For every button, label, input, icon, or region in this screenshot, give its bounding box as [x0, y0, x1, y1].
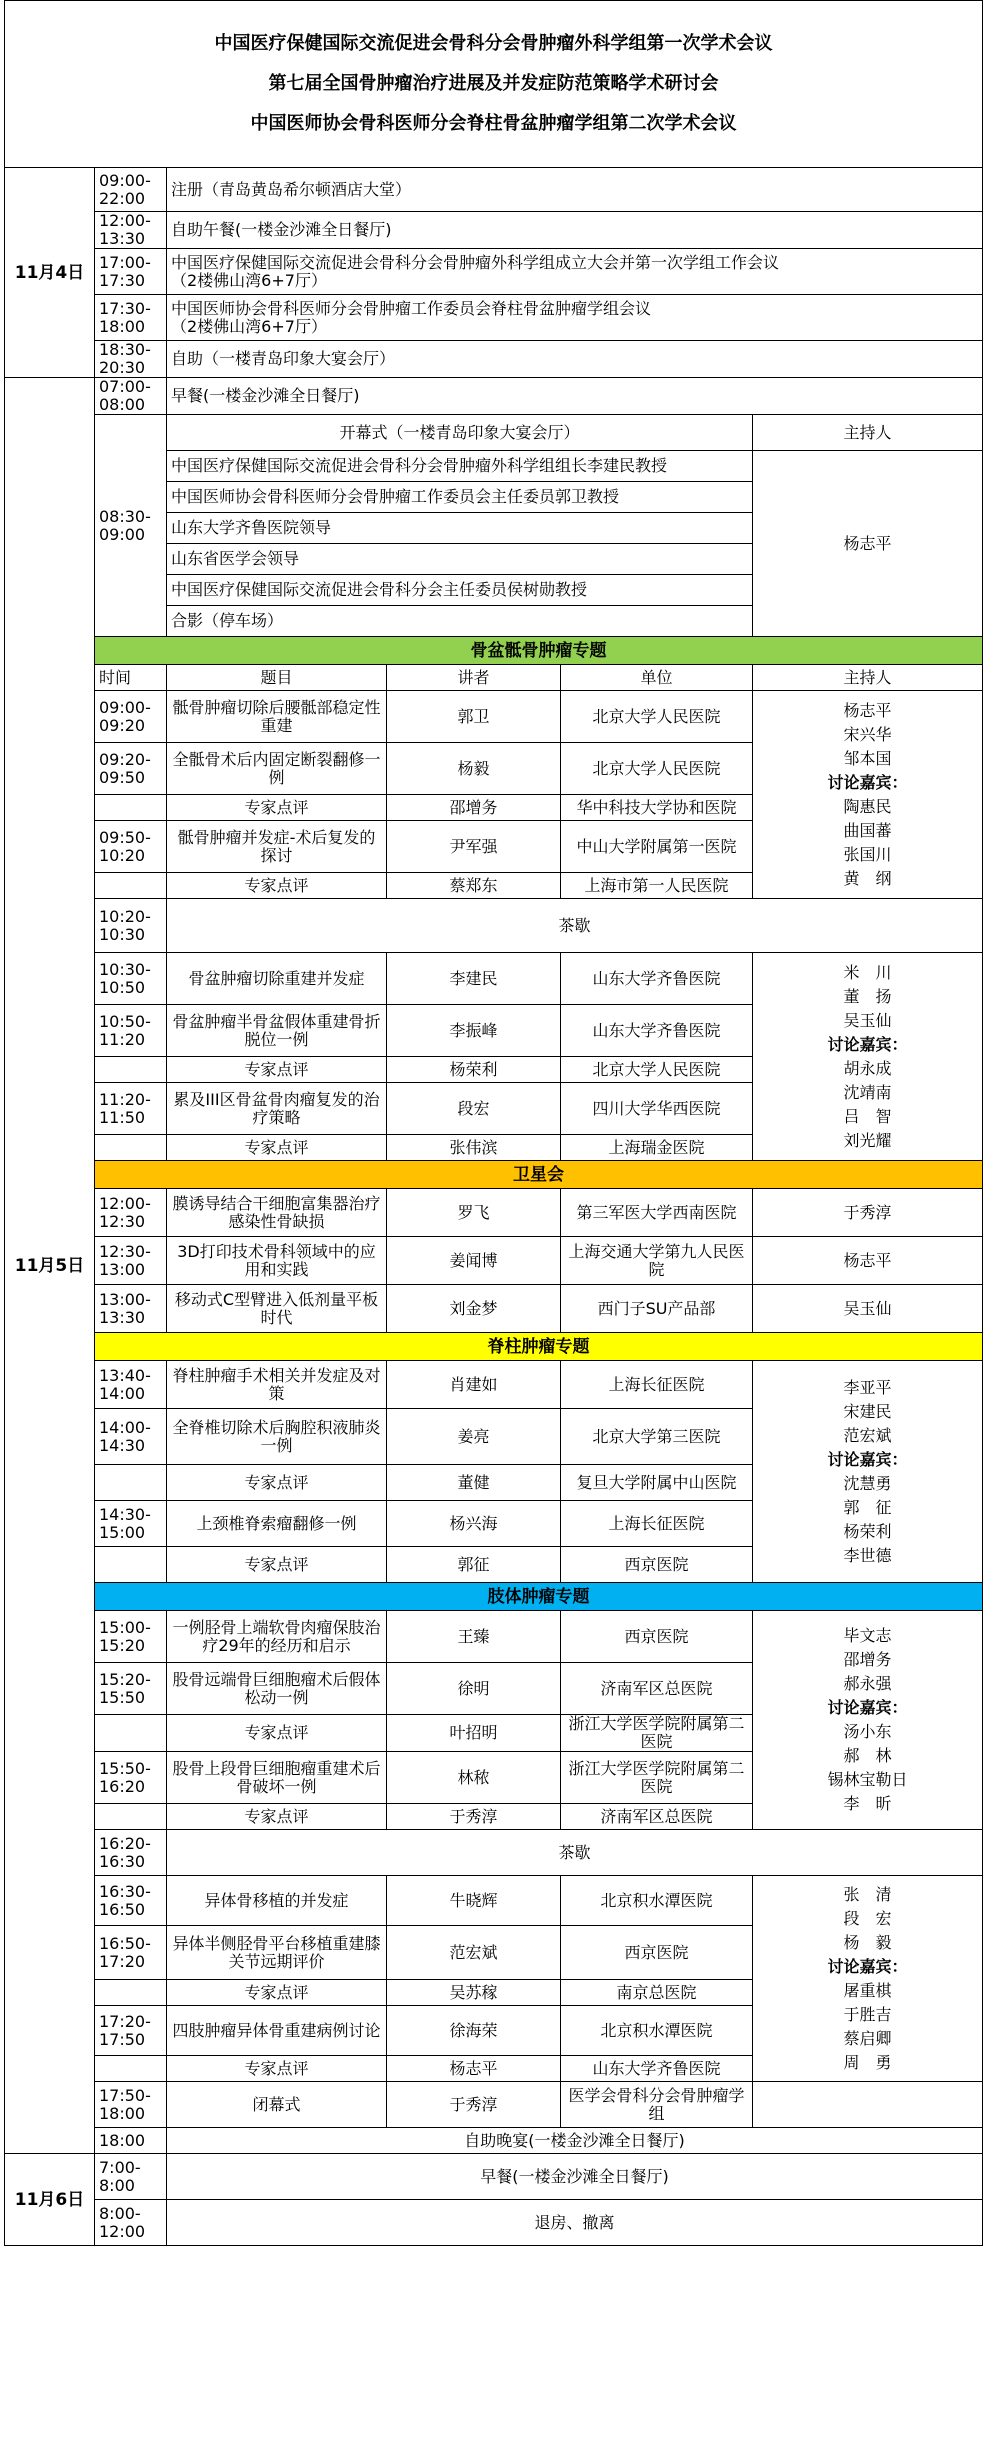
time-cell: 12:00- 12:30: [95, 1189, 167, 1237]
speaker-unit: 北京大学人民医院: [561, 743, 753, 795]
meeting-title: 中国医师协会骨科医师分会脊柱骨盆肿瘤学组第二次学术会议: [250, 113, 737, 134]
event-text: 自助午餐(一楼金沙滩全日餐厅): [167, 212, 983, 249]
table-row: [5, 1189, 983, 1237]
table-row: [5, 415, 983, 451]
talk-topic: 股骨上段骨巨细胞瘤重建术后骨破坏一例: [167, 1752, 387, 1804]
guest-name: 杨荣利: [843, 1521, 892, 1541]
host-name: 杨志平: [753, 1237, 983, 1285]
talk-topic: 3D打印技术骨科领域中的应用和实践: [167, 1237, 387, 1285]
time-cell: [95, 1135, 167, 1161]
discussion-label: 讨论嘉宾：: [827, 772, 908, 792]
guest-name: 张国川: [843, 844, 892, 864]
time-cell: 13:40- 14:00: [95, 1361, 167, 1409]
host-name: 李亚平: [843, 1377, 892, 1397]
host-name: 邵增务: [843, 1650, 892, 1669]
event-text: 自助（一楼青岛印象大宴会厅）: [167, 341, 983, 378]
talk-topic: 四肢肿瘤异体骨重建病例讨论: [167, 2006, 387, 2056]
time-cell: 18:30- 20:30: [95, 341, 167, 378]
speaker-unit: 中山大学附属第一医院: [561, 821, 753, 873]
host-list: [753, 691, 983, 899]
time-cell: [95, 1980, 167, 2006]
opening-header: 开幕式（一楼青岛印象大宴会厅）: [167, 415, 753, 451]
speaker-unit: 北京积水潭医院: [561, 2006, 753, 2056]
time-cell: 7:00- 8:00: [95, 2154, 167, 2200]
time-cell: [95, 795, 167, 821]
time-cell: 17:00- 17:30: [95, 249, 167, 295]
time-cell: 16:50- 17:20: [95, 1926, 167, 1980]
speaker-unit: 北京大学人民医院: [561, 1057, 753, 1083]
speaker-name: 杨荣利: [387, 1057, 561, 1083]
guest-name: 曲国蕃: [843, 820, 892, 840]
guest-name: 周 勇: [843, 2052, 892, 2072]
time-cell: 09:20- 09:50: [95, 743, 167, 795]
table-row: [5, 2082, 983, 2128]
break-text: 茶歇: [167, 899, 983, 953]
agenda-document: [4, 0, 982, 2246]
table-row: [5, 2128, 983, 2154]
time-cell: 16:20- 16:30: [95, 1830, 167, 1876]
table-row: [5, 212, 983, 249]
speaker-name: 姜亮: [387, 1409, 561, 1465]
speaker-name: 郭卫: [387, 691, 561, 743]
time-cell: 10:30- 10:50: [95, 953, 167, 1005]
event-text: 中国医疗保健国际交流促进会骨科分会骨肿瘤外科学组成立大会并第一次学组工作会议 （2楼佛山湾6+7厅）: [167, 249, 983, 295]
host-name: 郝永强: [843, 1674, 892, 1693]
speaker-unit: 山东大学齐鲁医院: [561, 953, 753, 1005]
speaker-name: 刘金梦: [387, 1285, 561, 1333]
speaker-name: 罗飞: [387, 1189, 561, 1237]
talk-topic: 专家点评: [167, 1547, 387, 1583]
time-cell: [95, 1057, 167, 1083]
section-header: 脊柱肿瘤专题: [95, 1333, 983, 1361]
time-cell: 10:20- 10:30: [95, 899, 167, 953]
host-name: 杨 毅: [843, 1932, 892, 1952]
host-name: 于秀淳: [753, 1189, 983, 1237]
host-name: 宋建民: [843, 1401, 892, 1421]
speaker-name: 郭征: [387, 1547, 561, 1583]
speaker-unit: 济南军区总医院: [561, 1663, 753, 1715]
talk-topic: 专家点评: [167, 795, 387, 821]
time-cell: 17:20- 17:50: [95, 2006, 167, 2056]
table-row: [5, 1161, 983, 1189]
talk-topic: 异体半侧胫骨平台移植重建膝关节远期评价: [167, 1926, 387, 1980]
speaker-name: 于秀淳: [387, 2082, 561, 2128]
time-cell: 18:00: [95, 2128, 167, 2154]
speaker-name: 杨兴海: [387, 1501, 561, 1547]
talk-topic: 骶骨肿瘤切除后腰骶部稳定性重建: [167, 691, 387, 743]
talk-topic: 上颈椎脊索瘤翻修一例: [167, 1501, 387, 1547]
section-header: 肢体肿瘤专题: [95, 1583, 983, 1611]
talk-topic: 股骨远端骨巨细胞瘤术后假体松动一例: [167, 1663, 387, 1715]
table-row: [5, 665, 983, 691]
table-row: [5, 953, 983, 1005]
opening-item: 中国医师协会骨科医师分会骨肿瘤工作委员会主任委员郭卫教授: [167, 482, 753, 513]
host-name: 邹本国: [843, 748, 892, 768]
guest-name: 沈靖南: [843, 1082, 892, 1102]
table-row: [5, 249, 983, 295]
talk-topic: 累及III区骨盆骨肉瘤复发的治疗策略: [167, 1083, 387, 1135]
talk-topic: 专家点评: [167, 1804, 387, 1830]
speaker-name: 范宏斌: [387, 1926, 561, 1980]
event-text: 中国医师协会骨科医师分会骨肿瘤工作委员会脊柱骨盆肿瘤学组会议 （2楼佛山湾6+7厅）: [167, 295, 983, 341]
table-row: [5, 1611, 983, 1663]
host-name: 杨志平: [843, 700, 892, 720]
talk-topic: 移动式C型臂进入低剂量平板时代: [167, 1285, 387, 1333]
speaker-unit: 第三军医大学西南医院: [561, 1189, 753, 1237]
host-name: 杨志平: [753, 451, 983, 637]
time-cell: [95, 1715, 167, 1752]
speaker-name: 李振峰: [387, 1005, 561, 1057]
talk-topic: 专家点评: [167, 1715, 387, 1752]
table-row: [5, 341, 983, 378]
day-label: 11月4日: [5, 168, 95, 378]
host-name: 吴玉仙: [753, 1285, 983, 1333]
talk-topic: 脊柱肿瘤手术相关并发症及对策: [167, 1361, 387, 1409]
host-list: [753, 1876, 983, 2082]
agenda-table: [4, 0, 983, 2246]
host-header: 主持人: [753, 415, 983, 451]
opening-item: 合影（停车场）: [167, 606, 753, 637]
host-list: [753, 1361, 983, 1583]
speaker-unit: 上海长征医院: [561, 1501, 753, 1547]
speaker-unit: 上海市第一人民医院: [561, 873, 753, 899]
speaker-unit: 四川大学华西医院: [561, 1083, 753, 1135]
time-cell: [95, 1804, 167, 1830]
table-row: [5, 378, 983, 415]
table-row: [5, 2200, 983, 2246]
time-cell: 11:20- 11:50: [95, 1083, 167, 1135]
guest-name: 沈慧勇: [843, 1473, 892, 1493]
time-cell: [95, 2056, 167, 2082]
event-text: 早餐(一楼金沙滩全日餐厅): [167, 378, 983, 415]
guest-name: 屠重棋: [843, 1980, 892, 2000]
talk-topic: 异体骨移植的并发症: [167, 1876, 387, 1926]
speaker-unit: 浙江大学医学院附属第二医院: [561, 1715, 753, 1752]
speaker-unit: 复旦大学附属中山医院: [561, 1465, 753, 1501]
section-header: 骨盆骶骨肿瘤专题: [95, 637, 983, 665]
opening-item: 中国医疗保健国际交流促进会骨科分会主任委员侯树勋教授: [167, 575, 753, 606]
speaker-name: 张伟滨: [387, 1135, 561, 1161]
meeting-titles: [5, 1, 983, 168]
event-text: 注册（青岛黄岛希尔顿酒店大堂）: [167, 168, 983, 212]
talk-topic: 闭幕式: [167, 2082, 387, 2128]
guest-name: 刘光耀: [843, 1130, 892, 1150]
column-header: 讲者: [387, 665, 561, 691]
speaker-name: 徐海荣: [387, 2006, 561, 2056]
speaker-unit: 山东大学齐鲁医院: [561, 1005, 753, 1057]
time-cell: 8:00- 12:00: [95, 2200, 167, 2246]
speaker-name: 叶招明: [387, 1715, 561, 1752]
time-cell: 14:00- 14:30: [95, 1409, 167, 1465]
host-name: 米 川: [843, 962, 892, 982]
time-cell: 17:30- 18:00: [95, 295, 167, 341]
time-cell: 16:30- 16:50: [95, 1876, 167, 1926]
host-name: 张 清: [843, 1884, 892, 1904]
time-cell: 09:50- 10:20: [95, 821, 167, 873]
talk-topic: 全脊椎切除术后胸腔积液肺炎一例: [167, 1409, 387, 1465]
speaker-name: 徐明: [387, 1663, 561, 1715]
opening-item: 山东大学齐鲁医院领导: [167, 513, 753, 544]
time-cell: 15:20- 15:50: [95, 1663, 167, 1715]
table-row: [5, 637, 983, 665]
speaker-name: 蔡郑东: [387, 873, 561, 899]
table-row: [5, 168, 983, 212]
time-cell: 09:00- 09:20: [95, 691, 167, 743]
speaker-name: 尹军强: [387, 821, 561, 873]
column-header: 时间: [95, 665, 167, 691]
speaker-unit: 医学会骨科分会骨肿瘤学组: [561, 2082, 753, 2128]
table-row: [5, 899, 983, 953]
speaker-unit: 西京医院: [561, 1926, 753, 1980]
table-row: [5, 1285, 983, 1333]
time-cell: 15:00- 15:20: [95, 1611, 167, 1663]
host-name: 宋兴华: [843, 724, 892, 744]
guest-name: 胡永成: [843, 1058, 892, 1078]
host-name: 范宏斌: [843, 1425, 892, 1445]
time-cell: [95, 873, 167, 899]
table-row: [5, 1583, 983, 1611]
guest-name: 汤小东: [843, 1722, 892, 1741]
time-cell: 12:30- 13:00: [95, 1237, 167, 1285]
speaker-name: 董健: [387, 1465, 561, 1501]
event-text: 早餐(一楼金沙滩全日餐厅): [167, 2154, 983, 2200]
host-list: [753, 1611, 983, 1830]
speaker-name: 邵增务: [387, 795, 561, 821]
talk-topic: 一例胫骨上端软骨肉瘤保肢治疗29年的经历和启示: [167, 1611, 387, 1663]
time-cell: 09:00- 22:00: [95, 168, 167, 212]
speaker-name: 肖建如: [387, 1361, 561, 1409]
speaker-unit: 浙江大学医学院附属第二医院: [561, 1752, 753, 1804]
discussion-label: 讨论嘉宾：: [827, 1698, 908, 1717]
guest-name: 郭 征: [843, 1497, 892, 1517]
guest-name: 于胜吉: [843, 2004, 892, 2024]
column-header: 题目: [167, 665, 387, 691]
talk-topic: 专家点评: [167, 1465, 387, 1501]
host-list: [753, 953, 983, 1161]
time-cell: 17:50- 18:00: [95, 2082, 167, 2128]
speaker-name: 李建民: [387, 953, 561, 1005]
speaker-name: 吴苏稼: [387, 1980, 561, 2006]
speaker-unit: 上海交通大学第九人民医院: [561, 1237, 753, 1285]
speaker-name: 林秾: [387, 1752, 561, 1804]
talk-topic: 骶骨肿瘤并发症-术后复发的探讨: [167, 821, 387, 873]
host-name: 段 宏: [843, 1908, 892, 1928]
empty-cell: [753, 2082, 983, 2128]
time-cell: [95, 1547, 167, 1583]
speaker-unit: 上海瑞金医院: [561, 1135, 753, 1161]
speaker-name: 姜闻博: [387, 1237, 561, 1285]
event-text: 自助晚宴(一楼金沙滩全日餐厅): [167, 2128, 983, 2154]
time-cell: 12:00- 13:30: [95, 212, 167, 249]
guest-name: 李 昕: [843, 1794, 892, 1813]
host-name: 毕文志: [843, 1626, 892, 1645]
event-text: 退房、撤离: [167, 2200, 983, 2246]
table-row: [5, 1830, 983, 1876]
guest-name: 锡林宝勒日: [827, 1770, 908, 1789]
section-header: 卫星会: [95, 1161, 983, 1189]
time-cell: 14:30- 15:00: [95, 1501, 167, 1547]
speaker-unit: 济南军区总医院: [561, 1804, 753, 1830]
guest-name: 陶惠民: [843, 796, 892, 816]
talk-topic: 专家点评: [167, 873, 387, 899]
talk-topic: 骨盆肿瘤半骨盆假体重建骨折脱位一例: [167, 1005, 387, 1057]
break-text: 茶歇: [167, 1830, 983, 1876]
table-row: [5, 2154, 983, 2200]
host-name: 董 扬: [843, 986, 892, 1006]
opening-item: 山东省医学会领导: [167, 544, 753, 575]
host-name: 吴玉仙: [843, 1010, 892, 1030]
discussion-label: 讨论嘉宾：: [827, 1449, 908, 1469]
speaker-unit: 北京大学人民医院: [561, 691, 753, 743]
meeting-title: 中国医疗保健国际交流促进会骨科分会骨肿瘤外科学组第一次学术会议: [214, 33, 773, 54]
speaker-name: 王臻: [387, 1611, 561, 1663]
speaker-name: 段宏: [387, 1083, 561, 1135]
time-cell: 10:50- 11:20: [95, 1005, 167, 1057]
speaker-name: 杨志平: [387, 2056, 561, 2082]
speaker-name: 杨毅: [387, 743, 561, 795]
speaker-unit: 北京大学第三医院: [561, 1409, 753, 1465]
speaker-unit: 华中科技大学协和医院: [561, 795, 753, 821]
talk-topic: 全骶骨术后内固定断裂翻修一例: [167, 743, 387, 795]
opening-item: 中国医疗保健国际交流促进会骨科分会骨肿瘤外科学组组长李建民教授: [167, 451, 753, 482]
time-cell: 08:30- 09:00: [95, 415, 167, 637]
speaker-unit: 上海长征医院: [561, 1361, 753, 1409]
talk-topic: 膜诱导结合干细胞富集器治疗感染性骨缺损: [167, 1189, 387, 1237]
talk-topic: 骨盆肿瘤切除重建并发症: [167, 953, 387, 1005]
guest-name: 李世德: [843, 1545, 892, 1565]
talk-topic: 专家点评: [167, 1135, 387, 1161]
table-row: [5, 1237, 983, 1285]
discussion-label: 讨论嘉宾：: [827, 1956, 908, 1976]
table-row: [5, 1876, 983, 1926]
time-cell: [95, 1465, 167, 1501]
discussion-label: 讨论嘉宾：: [827, 1034, 908, 1054]
speaker-name: 牛晓辉: [387, 1876, 561, 1926]
table-row: [5, 1333, 983, 1361]
time-cell: 15:50- 16:20: [95, 1752, 167, 1804]
talk-topic: 专家点评: [167, 1980, 387, 2006]
meeting-title: 第七届全国骨肿瘤治疗进展及并发症防范策略学术研讨会: [268, 73, 719, 94]
speaker-unit: 西门子SU产品部: [561, 1285, 753, 1333]
speaker-name: 于秀淳: [387, 1804, 561, 1830]
talk-topic: 专家点评: [167, 2056, 387, 2082]
column-header: 主持人: [753, 665, 983, 691]
speaker-unit: 西京医院: [561, 1611, 753, 1663]
guest-name: 蔡启卿: [843, 2028, 892, 2048]
table-row: [5, 691, 983, 743]
table-row: [5, 1361, 983, 1409]
speaker-unit: 西京医院: [561, 1547, 753, 1583]
day-label: 11月5日: [5, 378, 95, 2154]
time-cell: 07:00- 08:00: [95, 378, 167, 415]
day-label: 11月6日: [5, 2154, 95, 2246]
guest-name: 郝 林: [843, 1746, 892, 1765]
time-cell: 13:00- 13:30: [95, 1285, 167, 1333]
speaker-unit: 山东大学齐鲁医院: [561, 2056, 753, 2082]
speaker-unit: 北京积水潭医院: [561, 1876, 753, 1926]
speaker-unit: 南京总医院: [561, 1980, 753, 2006]
column-header: 单位: [561, 665, 753, 691]
guest-name: 黄 纲: [843, 868, 892, 888]
guest-name: 吕 智: [843, 1106, 892, 1126]
talk-topic: 专家点评: [167, 1057, 387, 1083]
table-row: [5, 295, 983, 341]
